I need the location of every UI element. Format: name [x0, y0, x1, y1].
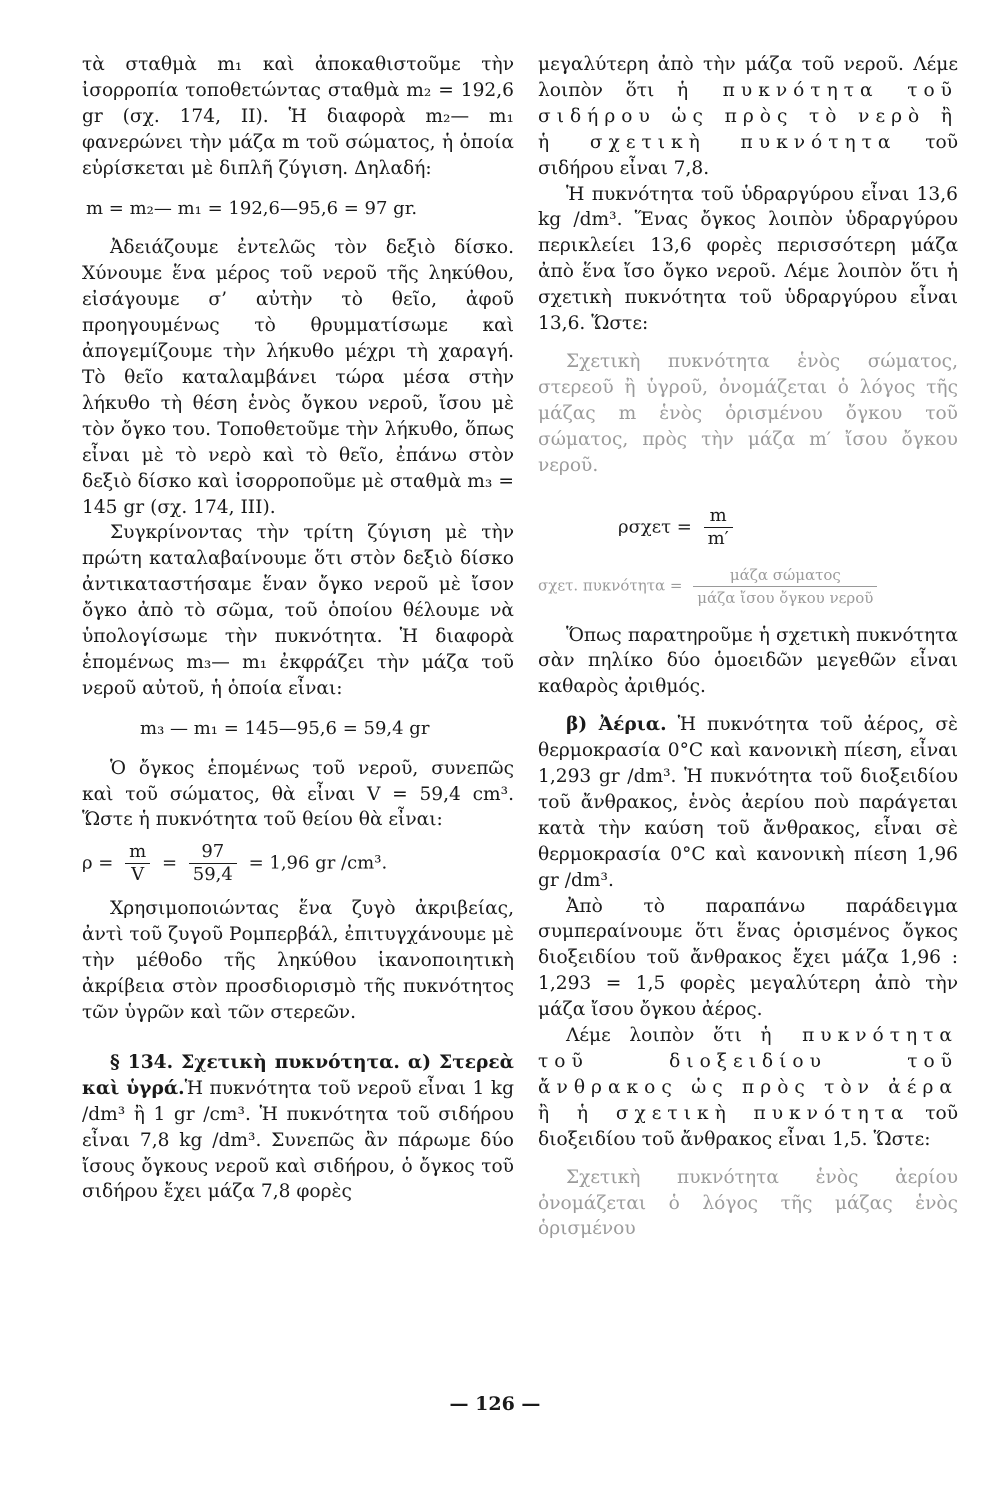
equation-verbal — [538, 564, 958, 609]
denominator: m′ — [707, 527, 729, 549]
text-span: τοῦ διοξειδίου τοῦ ἄνθρακος εἶναι 1,5. Ὥστε: — [538, 1102, 958, 1150]
fraction-m-over-mprime — [704, 505, 733, 550]
text-span: τοῦ σιδήρου εἶναι 7,8. — [538, 131, 958, 179]
definition-box: Σχετικὴ πυκνότητα ἑνὸς ἀερίου ὀνομάζεται ὁ λόγος τῆς μάζας ἑνὸς ὁρισμένου — [538, 1166, 958, 1240]
denominator: μάζα ἴσου ὄγκου νεροῦ — [697, 588, 874, 607]
text-span: Λέμε λοιπὸν ὅτι — [566, 1025, 761, 1047]
fraction-m-over-v — [125, 841, 150, 886]
paragraph: Χρησιμοποιώντας ἕνα ζυγὸ ἀκριβείας, ἀντὶ τοῦ ζυγοῦ Ρομπερβάλ, ἐπιτυγχάνουμε μὲ τὴν μέθοδο τῆς ληκύθου ἱκανοποιητικὴ ἀκρίβεια στὸν προσδιορισμὸ τῆς πυκνότητος τῶν ὑγρῶν καὶ τῶν στερεῶν. — [82, 898, 514, 1023]
paragraph: Ἡ πυκνότητα τοῦ ὑδραργύρου εἶναι 13,6 kg /dm³. Ἕνας ὄγκος λοιπὸν ὑδραργύρου περικλείει 13,6 φορὲς περισσότερη μάζα ἀπὸ ἕνα ἴσο ὄγκο νεροῦ. Λέμε λοιπὸν ὅτι ἡ σχετικὴ πυκνότητα τοῦ ὑδραργύρου εἶναι 13,6. Ὥστε: — [538, 183, 958, 335]
section-text: Ἡ πυκνότητα τοῦ νεροῦ εἶναι 1 kg /dm³ ἢ 1 gr /cm³. Ἡ πυκνότητα τοῦ σιδήρου εἶναι 7,8 kg /dm³. Συνεπῶς ἂν πάρωμε δύο ἴσους ὄγκους νεροῦ καὶ σιδήρου, ὁ ὄγκος τοῦ σιδήρου ἔχει μάζα 7,8 φορὲς — [82, 1077, 515, 1203]
spaced-term: ἡ πυκνότητα τοῦ σιδήρου ὡς πρὸς τὸ νερὸ ἢ ἡ σχετικὴ πυκνότητα — [538, 79, 958, 153]
equation-lhs: ρσχετ = — [618, 516, 692, 537]
text-span: μεγαλύτερη ἀπὸ τὴν μάζα τοῦ νεροῦ. Λέμε λοιπὸν ὅτι — [538, 54, 958, 101]
paragraph: Συγκρίνοντας τὴν τρίτη ζύγιση μὲ τὴν πρώτη καταλαβαίνουμε ὅτι στὸν δεξιὸ δίσκο ἀντικαταστήσαμε ἕναν ὄγκο νεροῦ μὲ ἴσον ὄγκο ἀπὸ τὸ σῶμα, τοῦ ὁποίου θέλουμε νὰ ὑπολογίσωμε τὴν πυκνότητα. Ἡ διαφορὰ ἑπομένως m₃— m₁ ἐκφράζει τὴν μάζα τοῦ νεροῦ αὐτοῦ, ἡ ὁποία εἶναι: — [82, 522, 514, 699]
equation-relative-density — [538, 505, 958, 550]
equals-sign: = — [161, 852, 178, 874]
paragraph: Ὁ ὄγκος ἑπομένως τοῦ νεροῦ, συνεπῶς καὶ τοῦ σώματος, θὰ εἶναι V = 59,4 cm³. Ὥστε ἡ πυκνότητα τοῦ θείου θὰ εἶναι: — [82, 757, 514, 831]
equation-mass: m = m₂— m₁ = 192,6—95,6 = 97 gr. — [86, 197, 418, 219]
paragraph — [538, 1023, 958, 1153]
equation-lhs: σχετ. πυκνότητα = — [538, 576, 683, 594]
paragraph — [538, 712, 958, 893]
page-number: — 126 — — [449, 1393, 541, 1415]
paragraph — [538, 52, 958, 182]
equation-result: = 1,96 gr /cm³. — [248, 852, 388, 874]
section-paragraph — [82, 1050, 514, 1205]
numerator: m — [125, 841, 150, 864]
equation-water-mass: m₃ — m₁ = 145—95,6 = 59,4 gr — [140, 717, 430, 739]
subsection-heading: β) Ἀέρια. — [566, 714, 667, 736]
text-span: Ἡ πυκνότητα τοῦ ἀέρος, σὲ θερμοκρασία 0°C καὶ κανονικὴ πίεση, εἶναι 1,293 gr /dm³. Ἡ πυκνότητα τοῦ διοξειδίου τοῦ ἄνθρακος, ἑνὸς ἀερίου ποὺ παράγεται κατὰ τὴν καύση τοῦ ἄνθρακος, εἶναι σὲ θερμοκρασία 0°C καὶ κανονικὴ πίεση 1,96 gr /dm³. — [538, 714, 958, 891]
paragraph: Ὅπως παρατηροῦμε ἡ σχετικὴ πυκνότητα σὰν πηλίκο δύο ὁμοειδῶν μεγεθῶν εἶναι καθαρὸς ἀριθμός. — [538, 624, 958, 698]
equation-lhs: ρ = — [82, 852, 114, 874]
denominator: 59,4 — [192, 864, 233, 886]
equation-density — [82, 841, 514, 886]
definition-box: Σχετικὴ πυκνότητα ἑνὸς σώματος, στερεοῦ ἢ ὑγροῦ, ὀνομάζεται ὁ λόγος τῆς μάζας m ἑνὸς ὁρισμένου ὄγκου τοῦ σώματος, πρὸς τὴν μάζα m′ ἴσου ὄγκου νεροῦ. — [538, 350, 958, 476]
paragraph: τὰ σταθμὰ m₁ καὶ ἀποκαθιστοῦμε τὴν ἰσορροπία τοποθετώντας σταθμὰ m₂ = 192,6 gr (σχ. 174, ΙΙ). Ἡ διαφορὰ m₂— m₁ φανερώνει τὴν μάζα m τοῦ σώματος, ἡ ὁποία εὑρίσκεται μὲ διπλῆ ζύγιση. Δηλαδή: — [82, 54, 514, 179]
fraction-verbal — [693, 564, 877, 609]
section-heading: § 134. Σχετικὴ πυκνότητα. α) Στερεὰ καὶ ὑγρά. — [82, 1051, 514, 1099]
paragraph: Ἀδειάζουμε ἐντελῶς τὸν δεξιὸ δίσκο. Χύνουμε ἕνα μέρος τοῦ νεροῦ τῆς ληκύθου, εἰσάγουμε σ’ αὐτὴν τὸ θεῖο, ἀφοῦ προηγουμένως τὸ θρυμματίσωμε καὶ ἀπογεμίζουμε τὴν λήκυθο μέχρι τὴ χαραγή. Τὸ θεῖο καταλαμβάνει τώρα μέσα στὴν λήκυθο τὴ θέση ἑνὸς ὄγκου νεροῦ, ἴσου μὲ τὸν ὄγκο του. Τοποθετοῦμε τὴν λήκυθο, ὅπως εἶναι μὲ τὸ νερὸ καὶ τὸ θεῖο, ἐπάνω στὸν δεξιὸ δίσκο καὶ ἰσορροποῦμε μὲ σταθμὰ m₃ = 145 gr (σχ. 174, ΙΙΙ). — [82, 237, 514, 518]
paragraph: Ἀπὸ τὸ παραπάνω παράδειγμα συμπεραίνουμε ὅτι ἕνας ὁρισμένος ὄγκος διοξειδίου τοῦ ἄνθρακος ἔχει μάζα 1,96 : 1,293 = 1,5 φορὲς μεγαλύτερη ἀπὸ τὴν μάζα ἴσου ὄγκου ἀέρος. — [538, 895, 958, 1021]
right-column — [538, 52, 958, 1242]
spaced-term: ἡ πυκνότητα τοῦ διοξειδίου τοῦ ἄνθρακος ὡς πρὸς τὸν ἀέρα ἢ ἡ σχετικὴ πυκνότητα — [538, 1025, 958, 1124]
denominator: V — [131, 864, 145, 886]
numerator: m — [704, 505, 733, 528]
left-column — [82, 52, 514, 1205]
numerator: 97 — [189, 841, 237, 864]
fraction-values — [189, 841, 237, 886]
numerator: μάζα σώματος — [693, 564, 877, 587]
